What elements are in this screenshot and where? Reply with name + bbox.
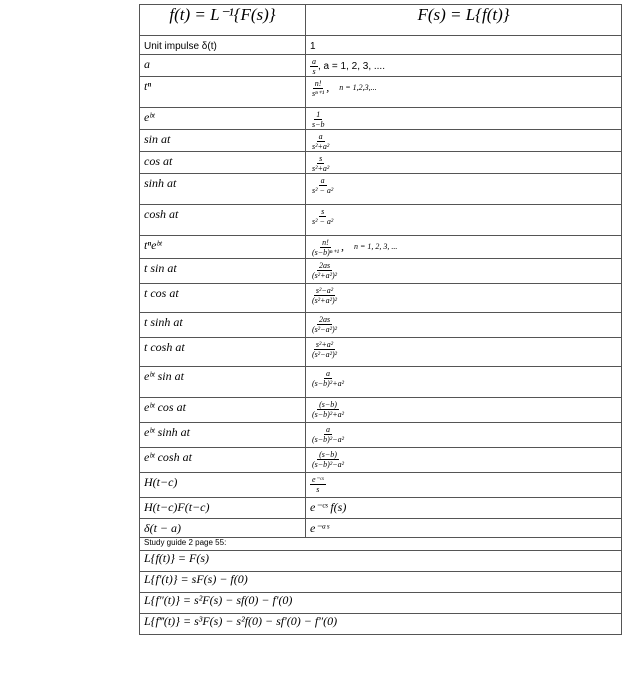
function-f: H(t−c) <box>144 475 178 489</box>
transform-fraction <box>310 261 339 280</box>
table-row <box>140 338 622 367</box>
condition-note: n = 1, 2, 3, ... <box>353 242 398 251</box>
transform-text: 1 <box>310 41 316 52</box>
fraction-denominator: (s−b)²−a² <box>312 460 345 469</box>
table-row <box>140 313 622 338</box>
transform-text: , <box>326 80 330 95</box>
fraction-denominator: (s²+a²)² <box>312 271 338 280</box>
transform-fraction <box>310 369 346 388</box>
fraction-numerator: e⁻ᶜˢ <box>312 475 324 484</box>
table-row <box>140 205 622 236</box>
table-row <box>140 448 622 473</box>
transform-fraction <box>310 340 339 359</box>
note-row <box>140 538 622 551</box>
property-row <box>140 593 622 614</box>
fraction-numerator: a <box>320 176 325 185</box>
function-f: t cosh at <box>144 340 185 354</box>
fraction-denominator: s² − a² <box>312 217 334 226</box>
fraction-denominator: (s−b)²+a² <box>312 410 345 419</box>
laplace-property: L{f(t)} = F(s) <box>140 551 622 572</box>
transform-fraction <box>310 475 326 494</box>
transform-fraction <box>310 450 346 469</box>
fraction-denominator: s²+a² <box>312 164 330 173</box>
transform-text: , a = 1, 2, 3, .... <box>318 61 385 73</box>
fraction-numerator: s <box>319 154 323 163</box>
table-row <box>140 108 622 130</box>
function-f: cosh at <box>144 207 179 221</box>
transform-fraction <box>310 176 335 195</box>
fraction-numerator: n! <box>314 79 322 88</box>
laplace-property: L{f′(t)} = sF(s) − f(0) <box>140 572 622 593</box>
transform-fraction <box>310 425 346 444</box>
fraction-numerator: a <box>326 425 331 434</box>
fraction-denominator: (s−b)ⁿ⁺¹ <box>312 248 339 257</box>
fraction-denominator: s <box>316 485 320 494</box>
header-left: f(t) = L⁻¹{F(s)} <box>140 5 306 36</box>
transform-text: , <box>340 239 344 254</box>
function-f: t sin at <box>144 261 177 275</box>
transform-fraction <box>310 110 327 129</box>
fraction-numerator: 1 <box>316 110 321 119</box>
table-header-row <box>140 5 622 36</box>
function-f: sin at <box>144 132 171 146</box>
table-row <box>140 423 622 448</box>
function-f: δ(t − a) <box>144 521 182 535</box>
table-row <box>140 130 622 152</box>
function-f: cos at <box>144 154 173 168</box>
transform-fraction <box>310 132 331 151</box>
fraction-denominator: (s²+a²)² <box>312 296 338 305</box>
function-f: H(t−c)F(t−c) <box>144 500 210 514</box>
fraction-denominator: (s²−a²)² <box>312 350 338 359</box>
transform-text: e⁻ᶜˢ f(s) <box>310 500 347 514</box>
transform-fraction <box>310 207 335 226</box>
table-row <box>140 174 622 205</box>
transform-fraction <box>310 315 339 334</box>
transform-fraction <box>310 154 331 173</box>
function-f: sinh at <box>144 176 177 190</box>
laplace-table <box>139 4 622 635</box>
transform-fraction <box>310 238 341 257</box>
fraction-numerator: a <box>326 369 331 378</box>
fraction-denominator: (s−b)²+a² <box>312 379 345 388</box>
fraction-numerator: a <box>318 132 323 141</box>
function-f: eᵇᵗ sin at <box>144 369 184 383</box>
function-f: eᵇᵗ sinh at <box>144 425 190 439</box>
fraction-numerator: (s−b) <box>319 450 337 459</box>
transform-text: e⁻ᵃˢ <box>310 521 329 535</box>
function-f: eᵇᵗ <box>144 110 155 124</box>
condition-note: n = 1,2,3,... <box>339 83 377 92</box>
table-row <box>140 284 622 313</box>
fraction-numerator: s <box>321 207 325 216</box>
transform-fraction <box>310 57 318 76</box>
function-f: t sinh at <box>144 315 183 329</box>
transform-fraction <box>310 400 346 419</box>
table-row <box>140 519 622 538</box>
fraction-numerator: s²−a² <box>315 286 334 295</box>
table-row <box>140 498 622 519</box>
fraction-numerator: s²+a² <box>315 340 334 349</box>
table-row <box>140 77 622 108</box>
table-row <box>140 398 622 423</box>
function-f: eᵇᵗ cos at <box>144 400 186 414</box>
property-row <box>140 572 622 593</box>
function-f: Unit impulse δ(t) <box>144 41 217 52</box>
table-row <box>140 367 622 398</box>
fraction-denominator: s−b <box>312 120 325 129</box>
transform-fraction <box>310 286 339 305</box>
function-f: a <box>144 57 150 71</box>
fraction-numerator: a <box>312 57 316 66</box>
fraction-denominator: sⁿ⁺¹ <box>312 89 325 98</box>
fraction-denominator: (s−b)²−a² <box>312 435 345 444</box>
laplace-property: L{f‴(t)} = s³F(s) − s²f(0) − sf′(0) − f″(0) <box>140 614 622 635</box>
fraction-numerator: (s−b) <box>319 400 337 409</box>
property-row <box>140 614 622 635</box>
header-right: F(s) = L{f(t)} <box>306 5 622 36</box>
fraction-numerator: n! <box>322 238 329 247</box>
transform-fraction <box>310 79 326 98</box>
table-row <box>140 152 622 174</box>
function-f: eᵇᵗ cosh at <box>144 450 192 464</box>
table-row <box>140 55 622 77</box>
fraction-denominator: s²+a² <box>312 142 330 151</box>
property-row <box>140 551 622 572</box>
laplace-property: L{f″(t)} = s²F(s) − sf(0) − f′(0) <box>140 593 622 614</box>
fraction-numerator: 2as <box>318 261 331 270</box>
fraction-denominator: (s²−a²)² <box>312 325 338 334</box>
function-f: tⁿ <box>144 79 152 93</box>
fraction-denominator: s² − a² <box>312 186 334 195</box>
function-f: t cos at <box>144 286 179 300</box>
table-row <box>140 36 622 55</box>
study-guide-note: Study guide 2 page 55: <box>140 538 622 551</box>
function-f: tⁿeᵇᵗ <box>144 238 162 252</box>
fraction-numerator: 2as <box>318 315 331 324</box>
table-row <box>140 473 622 498</box>
table-row <box>140 259 622 284</box>
fraction-denominator: s <box>312 67 316 76</box>
table-row <box>140 236 622 259</box>
